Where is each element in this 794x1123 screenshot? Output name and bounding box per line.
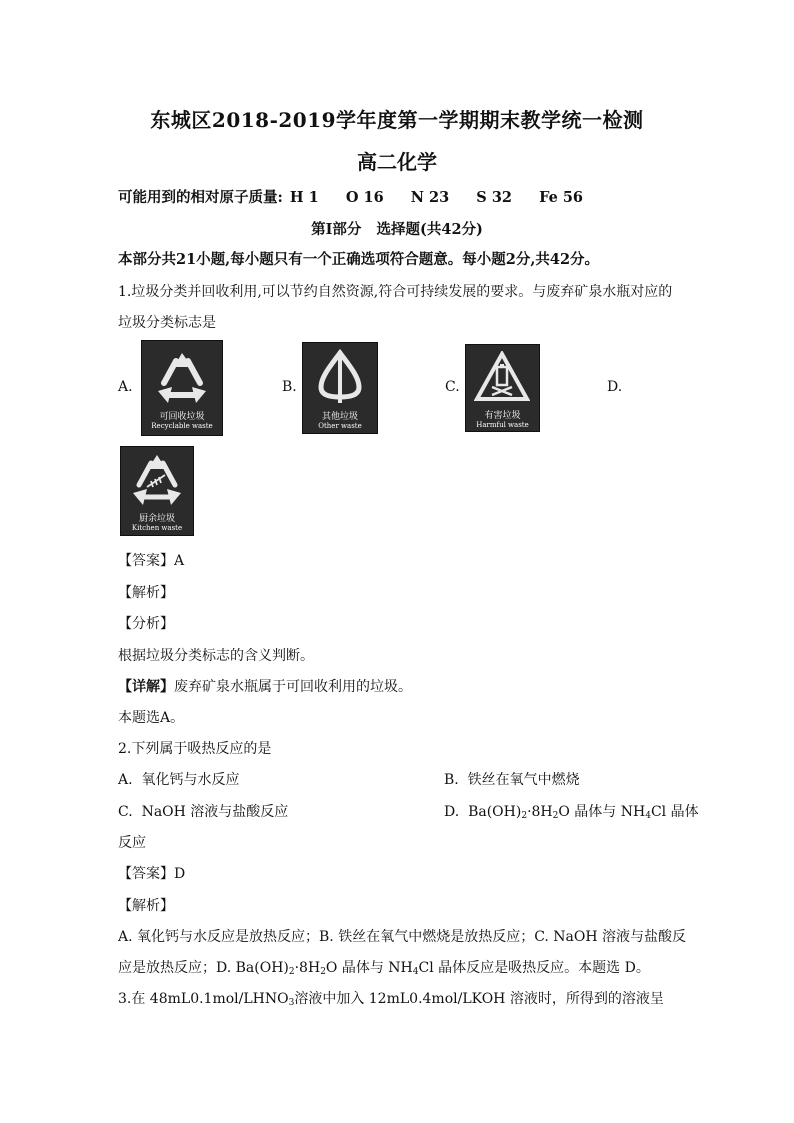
sub-2: 2 (521, 811, 528, 821)
q3-stem-part1: 3.在 48mL0.1mol/LHNO (118, 991, 289, 1007)
q2-exp-part2: ·8H (294, 960, 321, 976)
exam-title: 东城区2018-2019学年度第一学期期末教学统一检测 (150, 108, 644, 132)
q1-option-c-letter: C. (445, 379, 460, 395)
q1-option-a-en: Recyclable waste (151, 422, 213, 430)
q1-option-d-en: Kitchen waste (131, 524, 183, 532)
q2-exp-part1: 应是放热反应；D. Ba(OH) (118, 960, 289, 976)
q1-stem-line1: 1.垃圾分类并回收利用,可以节约自然资源,符合可持续发展的要求。与废弃矿泉水瓶对应的 (118, 284, 673, 300)
q1-option-d-letter: D. (607, 379, 623, 395)
sub-2: 2 (320, 967, 326, 977)
q1-analysis-text: 根据垃圾分类标志的含义判断。 (118, 648, 314, 664)
mass-n: N 23 (410, 189, 450, 206)
q1-option-a-sign (141, 340, 223, 436)
q1-analysis-label: 【分析】 (118, 616, 174, 632)
q1-option-b-sign (302, 342, 378, 434)
fishbone-icon (129, 453, 185, 507)
q1-detail-label: 【详解】 (118, 679, 174, 695)
section-title: 第I部分 选择题(共42分) (311, 221, 483, 238)
q1-detail-text: 废弃矿泉水瓶属于可回收利用的垃圾。 (174, 679, 412, 695)
recycle-icon (152, 349, 212, 405)
q2-exp-line1: A. 氧化钙与水反应是放热反应；B. 铁丝在氧气中燃烧是放热反应；C. NaOH 溶液与盐酸反 (118, 929, 687, 945)
q1-option-c-zh: 有害垃圾 (484, 411, 521, 421)
q2-option-a: A. 氧化钙与水反应 (118, 772, 240, 788)
q1-choose: 本题选A。 (118, 710, 185, 726)
atomic-mass-line (118, 186, 605, 207)
q3-stem (118, 988, 664, 1008)
q1-option-b-letter: B. (282, 379, 297, 395)
atomic-mass-label: 可能用到的相对原子质量: (118, 189, 283, 206)
mass-o: O 16 (345, 189, 384, 206)
q1-stem-line2: 垃圾分类标志是 (118, 315, 216, 331)
q1-detail (118, 676, 412, 696)
tree-icon (313, 349, 367, 405)
q1-option-b-zh: 其他垃圾 (321, 412, 358, 422)
q3-stem-part2: 溶液中加入 12mL0.4mol/LKOH 溶液时，所得到的溶液呈 (294, 991, 664, 1007)
q1-option-a-letter: A. (118, 379, 133, 395)
sub-3: 3 (288, 998, 295, 1008)
q1-option-d-zh: 厨余垃圾 (138, 514, 175, 524)
q1-option-d-sign (120, 446, 194, 536)
q2-stem: 2.下列属于吸热反应的是 (118, 741, 272, 757)
mass-s: S 32 (476, 189, 512, 206)
sub-2: 2 (552, 811, 559, 821)
q2-option-d-part2: ·8H (527, 804, 553, 820)
battery-icon (474, 351, 530, 403)
exam-subject: 高二化学 (357, 150, 437, 174)
section-instruction: 本部分共21小题,每小题只有一个正确选项符合题意。每小题2分,共42分。 (118, 251, 600, 268)
q1-answer: 【答案】A (118, 553, 185, 569)
mass-fe: Fe 56 (539, 189, 584, 206)
q1-option-a-zh: 可回收垃圾 (159, 412, 205, 422)
q2-option-d-part4: Cl 晶体 (650, 804, 699, 820)
q1-option-c-sign (465, 344, 540, 432)
q2-option-d-line2: 反应 (118, 835, 146, 851)
sub-2: 2 (288, 967, 295, 977)
mass-h: H 1 (289, 189, 319, 206)
sub-4: 4 (645, 811, 651, 821)
sub-4: 4 (412, 967, 419, 977)
q2-answer: 【答案】D (118, 866, 186, 882)
q2-option-d-part3: O 晶体与 NH (558, 804, 646, 820)
q2-option-b: B. 铁丝在氧气中燃烧 (444, 772, 580, 788)
q2-exp-part3: O 晶体与 NH (325, 960, 413, 976)
q2-exp-line2 (118, 957, 650, 977)
q2-option-d-part1: D. Ba(OH) (444, 804, 522, 820)
q1-option-c-en: Harmful waste (476, 421, 529, 429)
q2-exp-part4: Cl 晶体反应是吸热反应。本题选 D。 (418, 960, 650, 976)
q2-option-d (444, 801, 699, 821)
q1-explain-label: 【解析】 (118, 585, 174, 601)
q2-option-c: C. NaOH 溶液与盐酸反应 (118, 804, 289, 820)
q2-explain-label: 【解析】 (118, 898, 174, 914)
q1-option-b-en: Other waste (318, 422, 362, 430)
